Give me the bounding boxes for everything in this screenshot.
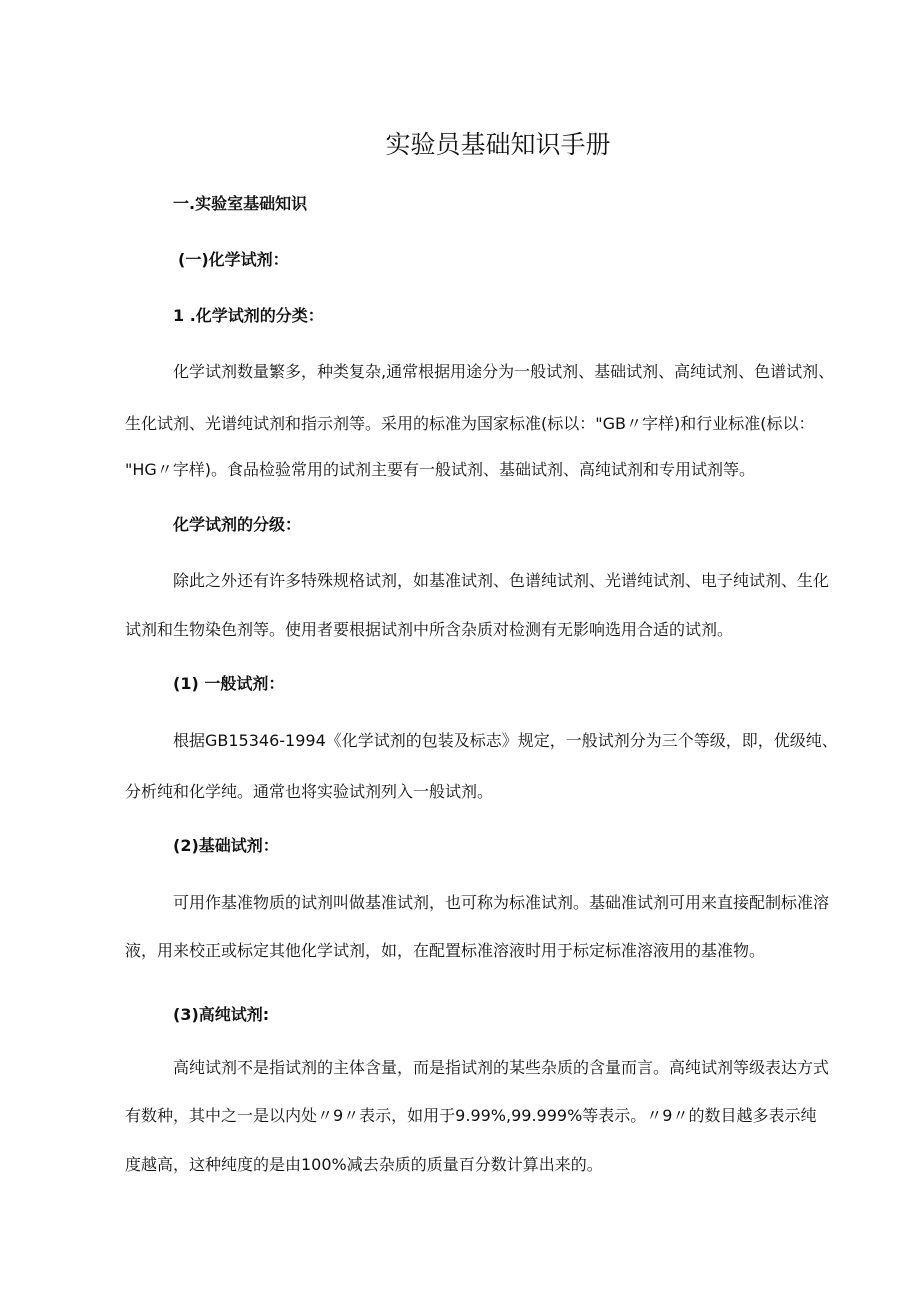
paragraph-line: 高纯试剂不是指试剂的主体含量，而是指试剂的某些杂质的含量而言。高纯试剂等级表达方式 — [173, 1058, 830, 1077]
paragraph-line: 试剂和生物染色剂等。使用者要根据试剂中所含杂质对检测有无影响选用合适的试剂。 — [125, 620, 734, 639]
paragraph-line: 除此之外还有许多特殊规格试剂，如基准试剂、色谱纯试剂、光谱纯试剂、电子纯试剂、生化 — [173, 571, 830, 590]
section-heading-lab-basics: 一.实验室基础知识 — [173, 194, 308, 213]
paragraph-line: 分析纯和化学纯。通常也将实验试剂列入一般试剂。 — [125, 782, 494, 801]
grading-heading: 化学试剂的分级： — [173, 515, 302, 534]
high-purity-reagent-heading: (3)高纯试剂: — [173, 1005, 270, 1024]
paragraph-line: 根据GB15346-1994《化学试剂的包装及标志》规定，一般试剂分为三个等级，即，优级纯、 — [173, 731, 838, 750]
paragraph-line: 度越高，这种纯度的是由100%减去杂质的质量百分数计算出来的。 — [125, 1155, 603, 1174]
paragraph-line: 液，用来校正或标定其他化学试剂，如，在配置标准溶液时用于标定标准溶液用的基准物。 — [125, 941, 766, 960]
paragraph-line: 有数种，其中之一是以内处〃9〃表示，如用于9.99%,99.999%等表示。〃9〃的数目越多表示纯 — [125, 1106, 817, 1125]
paragraph-line: 化学试剂数量繁多，种类复杂,通常根据用途分为一般试剂、基础试剂、高纯试剂、色谱试剂、 — [173, 362, 835, 381]
paragraph-line: "HG〃字样)。食品检验常用的试剂主要有一般试剂、基础试剂、高纯试剂和专用试剂等。 — [125, 460, 756, 479]
document-title: 实验员基础知识手册 — [385, 130, 611, 159]
subsection-heading-chemical-reagents: (一)化学试剂： — [178, 250, 289, 269]
general-reagent-heading: (1) 一般试剂： — [173, 674, 285, 693]
basic-reagent-heading: (2)基础试剂： — [173, 836, 279, 855]
paragraph-line: 生化试剂、光谱纯试剂和指示剂等。采用的标准为国家标准(标以："GB〃字样)和行业标准(标以： — [125, 414, 815, 433]
item-heading-classification: 1 .化学试剂的分类： — [173, 306, 324, 325]
paragraph-line: 可用作基准物质的试剂叫做基准试剂，也可称为标准试剂。基础准试剂可用来直接配制标准溶 — [173, 893, 830, 912]
